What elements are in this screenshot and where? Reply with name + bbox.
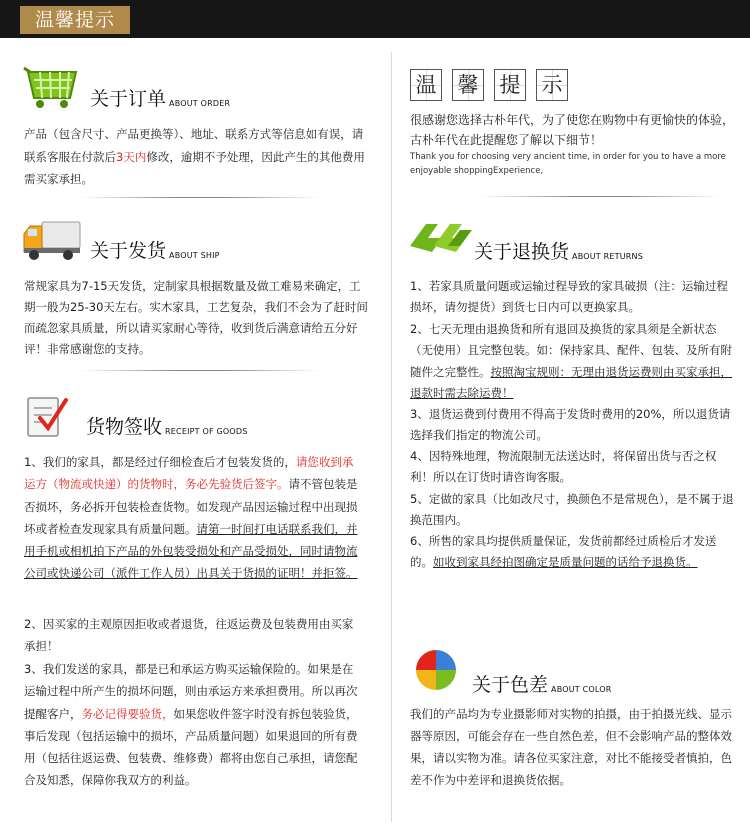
top-banner <box>0 0 750 38</box>
returns-shipping-rule: 按照淘宝规则：无理由退货运费则由买家承担，退款时需去除运费！ <box>410 364 732 400</box>
ship-divider <box>80 370 320 371</box>
tips-title-boxes <box>410 69 568 101</box>
receipt-inspect-warning: 请您收到承运方（物流或快递）的货物时，务必先验货后签字。 <box>24 455 354 492</box>
order-title: 关于订单 <box>90 88 167 110</box>
receipt-title-en: RECEIPT OF GOODS <box>165 427 248 436</box>
shopping-basket-icon <box>20 58 82 110</box>
receipt-contact-instruction: 请第一时间打电话联系我们，并用手机或相机拍下产品的外包装受损处和产品受损处，同时请物流公司或快递公司（派件工作人员）出具关于货损的证明！并拒签。 <box>24 521 358 581</box>
receipt-title: 货物签收 <box>86 416 163 438</box>
tips-char-1: 温 <box>410 69 442 101</box>
receipt-inspect-reminder: 务必记得要验货， <box>81 706 174 721</box>
returns-title-en: ABOUT RETURNS <box>572 252 643 261</box>
tips-text: 很感谢您选择古朴年代，为了使您在购物中有更愉快的体验，古朴年代在此提醒您了解以下细节！ <box>410 113 735 147</box>
column-divider <box>391 52 392 822</box>
return-arrows-icon <box>408 216 474 256</box>
returns-quality-rule: 如收到家具经拍图确定是质量问题的话给予退换货。 <box>433 555 698 570</box>
banner-title: 温馨提示 <box>20 6 130 34</box>
color-text: 我们的产品均为专业摄影师对实物的拍摄，由于拍摄光线、显示器等原因，可能会存在一些自然色差，但不会影响产品的整体效果，请以实物为准。请各位买家注意，对比不能接受者慎拍，色差不作为中差评和退换货依据。 <box>410 707 732 787</box>
receipt-point-1: 1、我们的家具，都是经过仔细检查后才包装发货的，请您收到承运方（物流或快递）的货物时，务必先验货后签字。请不管包装是否损坏，务必拆开包装检查货物。如发现产品因运输过程中出现损坏或者检查发现家具有质量问题。请第一时间打电话联系我们，并用手机或相机拍下产品的外包装受损处和产品受损处，同时请物流公司或快递公司（派件工作人员）出具关于货损的证明！并拒签。 <box>24 455 358 581</box>
receipt-heading <box>86 416 248 438</box>
color-title: 关于色差 <box>472 674 549 696</box>
returns-point-1: 1、若家具质量问题或运输过程导致的家具破损（注：运输过程损坏，请勿提货）到货七日内可以更换家具。 <box>410 279 728 315</box>
order-title-en: ABOUT ORDER <box>169 99 231 108</box>
ship-text: 常规家具为7-15天发货，定制家具根据数量及做工难易来确定，工期一般为25-30天左右。实木家具，工艺复杂，我们不会为了赶时间而疏忽家具质量，所以请买家耐心等待，收到货后满意请给五分好评！非常感谢您的支持。 <box>24 279 368 356</box>
returns-point-5: 5、定做的家具（比如改尺寸，换颜色不是常规色），是不属于退换范围内。 <box>410 492 734 528</box>
order-text: 产品（包含尺寸、产品更换等）、地址、联系方式等信息如有误，请联系客服在付款后3天内修改，逾期不予处理，因此产生的其他费用需买家承担。 <box>24 127 365 186</box>
receipt-point-2: 2、因买家的主观原因拒收或者退货，往返运费及包装费用由买家承担！ <box>24 617 354 654</box>
order-deadline: 3天内 <box>116 149 147 164</box>
color-wheel-icon <box>414 648 458 692</box>
tips-char-2: 馨 <box>452 69 484 101</box>
color-heading <box>472 674 612 696</box>
returns-point-3: 3、退货运费到付费用不得高于发货时费用的20%，所以退货请选择我们指定的物流公司。 <box>410 407 731 443</box>
returns-point-2: 2、七天无理由退换货和所有退回及换货的家具须是全新状态（无使用）且完整包装。如：保持家具、配件、包装、及所有附随件之完整性。按照淘宝规则：无理由退货运费则由买家承担，退款时需去除运费！ <box>410 322 732 400</box>
delivery-truck-icon <box>22 218 82 262</box>
tips-text-en: Thank you for choosing very ancient time, in order for you to have a more enjoyable shoppingExperience, <box>410 152 726 176</box>
color-title-en: ABOUT COLOR <box>551 685 612 694</box>
returns-heading <box>474 241 643 263</box>
tips-char-4: 示 <box>536 69 568 101</box>
returns-point-6: 6、所售的家具均提供质量保证，发货前都经过质检后才发送的。如收到家具经拍图确定是质量问题的话给予退换货。 <box>410 534 717 570</box>
ship-heading <box>90 240 220 262</box>
tips-char-3: 提 <box>494 69 526 101</box>
ship-title-en: ABOUT SHIP <box>169 251 220 260</box>
ship-title: 关于发货 <box>90 240 167 262</box>
clipboard-check-icon <box>24 392 70 440</box>
order-divider <box>80 197 320 198</box>
returns-title: 关于退换货 <box>474 241 570 263</box>
order-heading <box>90 88 230 110</box>
tips-divider <box>480 196 720 197</box>
receipt-point-3: 3、我们发送的家具，都是已和承运方购买运输保险的。如果是在运输过程中所产生的损坏问题，则由承运方来承担费用。所以再次提醒客户，务必记得要验货，如果您收件签字时没有拆包装验货，事后发现（包括运输中的损坏，产品质量问题）如果退回的所有费用（包括往返运费、包装费、维修费）都将由您自己承担，请您配合及知悉，保障你我双方的利益。 <box>24 662 358 788</box>
returns-point-4: 4、因特殊地理，物流限制无法送达时，将保留出货与否之权利！所以在订货时请咨询客服。 <box>410 449 717 485</box>
